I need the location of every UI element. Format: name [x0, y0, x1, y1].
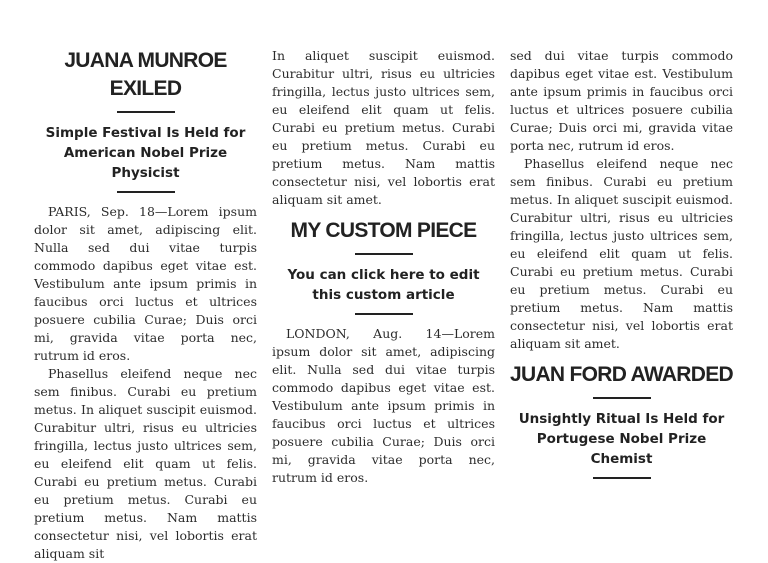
article-paragraph[interactable]: Phasellus eleifend neque nec sem finibus. Curabi eu pretium metus. In aliquet suscipit euismod. Curabitur ultri, risus eu ultricies fringilla, lectus justo ultrices sem, eu eleifend elit quam ut felis. Curabi eu pretium metus. Curabi eu pretium metus. Curabi eu pretium metus. Nam mattis consectetur nisi, vel lobortis erat aliquam sit amet. — [510, 156, 733, 351]
column-3 — [510, 47, 733, 489]
subheadline[interactable]: Simple Festival Is Held for American Nobel Prize Physicist — [45, 125, 246, 181]
divider-rule — [117, 111, 175, 113]
headline-juana-munroe[interactable]: JUANA MUNROE EXILED — [64, 49, 227, 100]
article-paragraph[interactable]: PARIS, Sep. 18—Lorem ipsum dolor sit amet, adipiscing elit. Nulla sed dui vitae turpis commodo dapibus eget vitae est. Vestibulum ante ipsum primis in faucibus orci luctus et ultrices posuere cubilia Curae; Duis orci mi, gravida vitae porta nec, rutrum id eros. — [34, 204, 257, 363]
subheadline[interactable]: You can click here to edit this custom article — [287, 267, 480, 303]
article-paragraph[interactable]: LONDON, Aug. 14—Lorem ipsum dolor sit amet, adipiscing elit. Nulla sed dui vitae turpis commodo dapibus eget vitae est. Vestibulum ante ipsum primis in faucibus orci luctus et ultrices posuere cubilia Curae; Duis orci mi, gravida vitae porta nec, rutrum id eros. — [272, 326, 495, 485]
divider-rule — [117, 191, 175, 193]
article-paragraph[interactable]: Phasellus eleifend neque nec sem finibus. Curabi eu pretium metus. In aliquet suscipit euismod. Curabitur ultri, risus eu ultricies fringilla, lectus justo ultrices sem, eu eleifend elit quam ut felis. Curabi eu pretium metus. Curabi eu pretium metus. Curabi eu pretium metus. Nam mattis consectetur nisi, vel lobortis erat aliquam sit — [34, 366, 257, 561]
divider-rule — [593, 397, 651, 399]
divider-rule — [355, 313, 413, 315]
subheadline[interactable]: Unsightly Ritual Is Held for Portugese Nobel Prize Chemist — [518, 411, 725, 467]
column-2 — [272, 47, 495, 487]
article-paragraph-continued[interactable]: sed dui vitae turpis commodo dapibus eget vitae est. Vestibulum ante ipsum primis in faucibus orci luctus et ultrices posuere cubilia Curae; Duis orci mi, gravida vitae porta nec, rutrum id eros. — [510, 48, 733, 153]
column-1 — [34, 47, 257, 563]
article-paragraph-continued[interactable]: In aliquet suscipit euismod. Curabitur ultri, risus eu ultricies fringilla, lectus justo ultrices sem, eu eleifend elit quam ut felis. Curabi eu pretium metus. Curabi eu pretium metus. Curabi eu pretium metus. Nam mattis consectetur nisi, vel lobortis erat aliquam sit amet. — [272, 48, 495, 207]
headline-my-custom-piece[interactable]: MY CUSTOM PIECE — [290, 219, 477, 242]
divider-rule — [355, 253, 413, 255]
headline-juan-ford[interactable]: JUAN FORD AWARDED — [510, 363, 733, 386]
divider-rule — [593, 477, 651, 479]
